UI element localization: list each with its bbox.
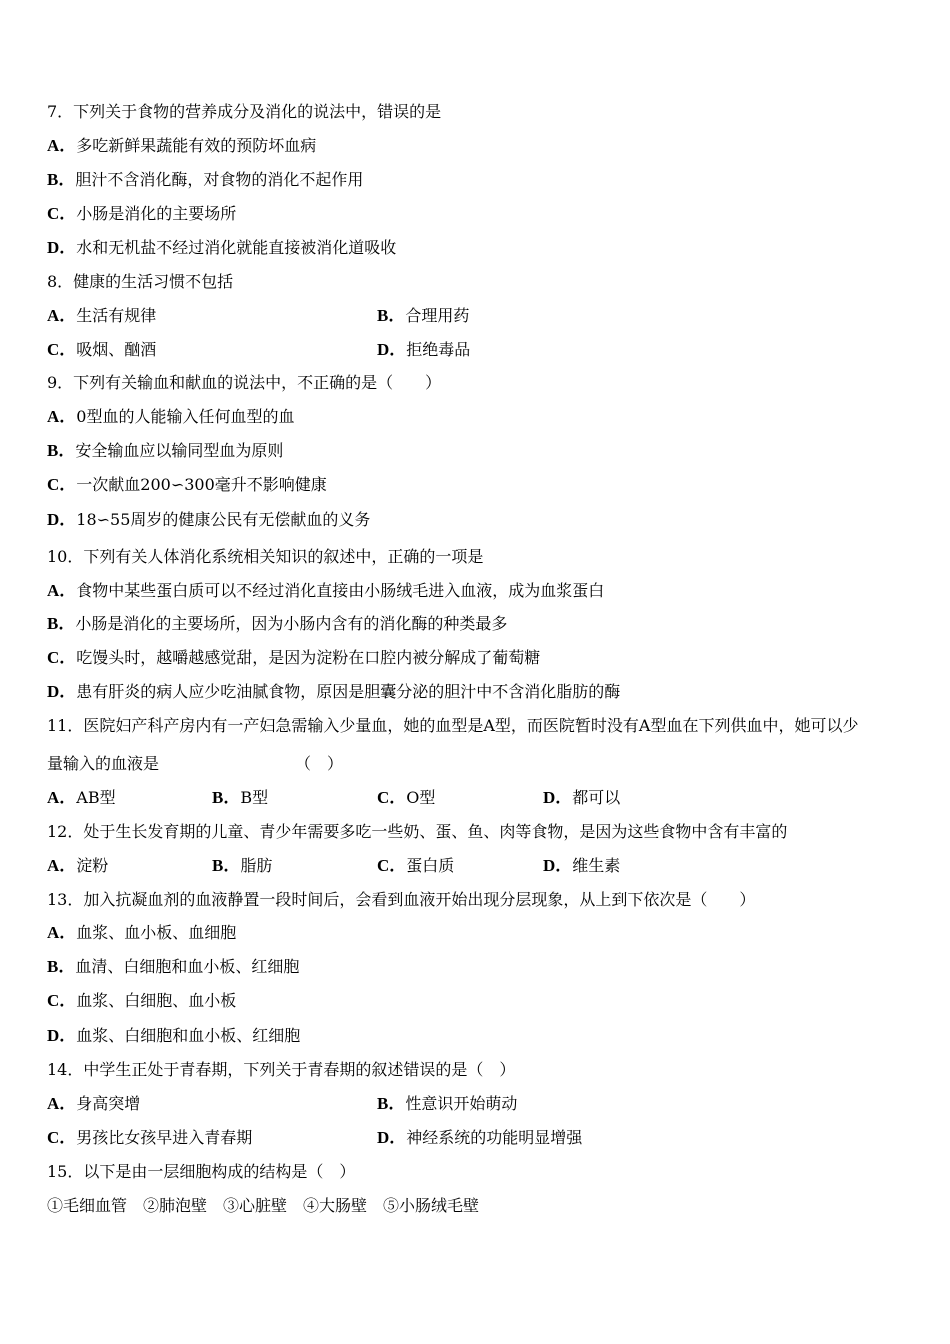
option-letter: D． <box>47 238 77 257</box>
option-letter: D． <box>543 856 573 875</box>
option-letter: C． <box>47 204 77 223</box>
option-text: 性意识开始萌动 <box>405 1094 518 1113</box>
option <box>47 855 108 877</box>
option <box>47 406 294 428</box>
option-text: 血浆、白细胞、血小板 <box>76 991 237 1010</box>
option-text: 都可以 <box>572 788 621 807</box>
option <box>47 509 370 531</box>
option-text: 0型血的人能输入任何血型的血 <box>76 407 295 426</box>
option-text: 食物中某些蛋白质可以不经过消化直接由小肠绒毛进入血液，成为血浆蛋白 <box>76 581 605 600</box>
option <box>377 339 470 361</box>
stem-text: 13．加入抗凝血剂的血液静置一段时间后，会看到血液开始出现分层现象，从上到下依次是（ ） <box>47 890 756 909</box>
option-text: 血浆、白细胞和血小板、红细胞 <box>76 1026 301 1045</box>
question-stem <box>47 821 787 843</box>
option-letter: B． <box>47 957 76 976</box>
option-text: 小肠是消化的主要场所，因为小肠内含有的消化酶的种类最多 <box>75 614 508 633</box>
question-stem <box>47 372 441 394</box>
option-letter: B． <box>377 1094 406 1113</box>
option <box>47 1025 300 1047</box>
option-letter: D． <box>377 1128 407 1147</box>
option-letter: B． <box>377 306 406 325</box>
option-text: 一次献血200∽300毫升不影响健康 <box>76 475 327 494</box>
option-letter: C． <box>47 991 77 1010</box>
option <box>47 1093 140 1115</box>
option <box>543 787 620 809</box>
question-stem <box>47 1161 355 1183</box>
option <box>47 613 507 635</box>
option <box>47 305 156 327</box>
question-stem <box>47 715 858 737</box>
stem-text: 9．下列有关输血和献血的说法中，不正确的是（ ） <box>47 373 442 392</box>
option <box>47 681 620 703</box>
question-stem <box>47 271 233 293</box>
option <box>47 203 236 225</box>
option-letter: A． <box>47 136 77 155</box>
option <box>47 580 604 602</box>
question-stem <box>47 889 755 911</box>
option-letter: A． <box>47 581 77 600</box>
option-text: 吃馒头时，越嚼越感觉甜，是因为淀粉在口腔内被分解成了葡萄糖 <box>76 648 541 667</box>
question-stem <box>47 1059 515 1081</box>
option <box>47 1127 252 1149</box>
question-stem <box>47 546 483 568</box>
option-letter: B． <box>212 856 241 875</box>
option <box>47 474 327 496</box>
option <box>377 1093 517 1115</box>
option <box>377 305 469 327</box>
stem-text: 11．医院妇产科产房内有一产妇急需输入少量血，她的血型是A型，而医院暂时没有A型血在下列供血中，她可以少 <box>47 716 859 735</box>
option <box>47 990 236 1012</box>
option <box>377 855 454 877</box>
option-letter: D． <box>47 682 77 701</box>
option-letter: C． <box>47 475 77 494</box>
option-text: 血浆、血小板、血细胞 <box>76 923 237 942</box>
option-letter: A． <box>47 407 77 426</box>
option-letter: A． <box>47 923 77 942</box>
option-letter: A． <box>47 1094 77 1113</box>
option-text: 蛋白质 <box>406 856 455 875</box>
option-text: 小肠是消化的主要场所 <box>76 204 237 223</box>
option <box>47 647 540 669</box>
option-text: 患有肝炎的病人应少吃油腻食物，原因是胆囊分泌的胆汁中不含消化脂肪的酶 <box>76 682 621 701</box>
question-stem <box>47 101 441 123</box>
option-text: 吸烟、酗酒 <box>76 340 157 359</box>
option-text: 淀粉 <box>76 856 109 875</box>
stem-text: 12．处于生长发育期的儿童、青少年需要多吃一些奶、蛋、鱼、肉等食物，是因为这些食物中含有丰富的 <box>47 822 788 841</box>
stem-text: 10．下列有关人体消化系统相关知识的叙述中，正确的一项是 <box>47 547 484 566</box>
option <box>47 135 316 157</box>
stem-text: 7．下列关于食物的营养成分及消化的说法中，错误的是 <box>47 102 442 121</box>
option-text: AB型 <box>76 788 116 807</box>
question-items <box>47 1195 479 1217</box>
option-text: B型 <box>240 788 269 807</box>
option-letter: B． <box>47 614 76 633</box>
option-letter: A． <box>47 306 77 325</box>
option-text: 血清、白细胞和血小板、红细胞 <box>75 957 300 976</box>
option-letter: D． <box>543 788 573 807</box>
option <box>47 440 283 462</box>
option-letter: C． <box>47 340 77 359</box>
option <box>377 1127 582 1149</box>
option-text: 生活有规律 <box>76 306 157 325</box>
option-text: O型 <box>406 788 436 807</box>
option-text: 身高突增 <box>76 1094 141 1113</box>
option-text: 维生素 <box>572 856 621 875</box>
stem-text: 8．健康的生活习惯不包括 <box>47 272 234 291</box>
option-letter: A． <box>47 788 77 807</box>
option-text: 胆汁不含消化酶，对食物的消化不起作用 <box>75 170 364 189</box>
stem-text: 量输入的血液是 （ ） <box>47 754 344 773</box>
option-letter: C． <box>377 856 407 875</box>
option-letter: A． <box>47 856 77 875</box>
items-text: ①毛细血管 ②肺泡壁 ③心脏壁 ④大肠壁 ⑤小肠绒毛壁 <box>47 1196 480 1215</box>
option <box>47 956 299 978</box>
question-stem-cont <box>47 753 343 775</box>
option <box>47 169 363 191</box>
option <box>47 237 396 259</box>
option <box>47 787 116 809</box>
option-text: 男孩比女孩早进入青春期 <box>76 1128 253 1147</box>
option-text: 18∽55周岁的健康公民有无偿献血的义务 <box>76 510 371 529</box>
option-letter: C． <box>47 648 77 667</box>
option <box>47 922 236 944</box>
option-letter: D． <box>377 340 407 359</box>
option-text: 脂肪 <box>240 856 273 875</box>
option-letter: C． <box>377 788 407 807</box>
option-text: 水和无机盐不经过消化就能直接被消化道吸收 <box>76 238 397 257</box>
option-text: 多吃新鲜果蔬能有效的预防坏血病 <box>76 136 317 155</box>
option <box>47 339 156 361</box>
option-letter: B． <box>212 788 241 807</box>
option-letter: B． <box>47 441 76 460</box>
stem-text: 15．以下是由一层细胞构成的结构是（ ） <box>47 1162 356 1181</box>
option-text: 神经系统的功能明显增强 <box>406 1128 583 1147</box>
option-text: 安全输血应以输同型血为原则 <box>75 441 284 460</box>
option-text: 拒绝毒品 <box>406 340 471 359</box>
option-letter: B． <box>47 170 76 189</box>
option <box>377 787 435 809</box>
option <box>212 855 272 877</box>
option <box>543 855 620 877</box>
stem-text: 14．中学生正处于青春期，下列关于青春期的叙述错误的是（ ） <box>47 1060 516 1079</box>
option-letter: C． <box>47 1128 77 1147</box>
option-letter: D． <box>47 510 77 529</box>
option-text: 合理用药 <box>405 306 470 325</box>
option-letter: D． <box>47 1026 77 1045</box>
option <box>212 787 268 809</box>
